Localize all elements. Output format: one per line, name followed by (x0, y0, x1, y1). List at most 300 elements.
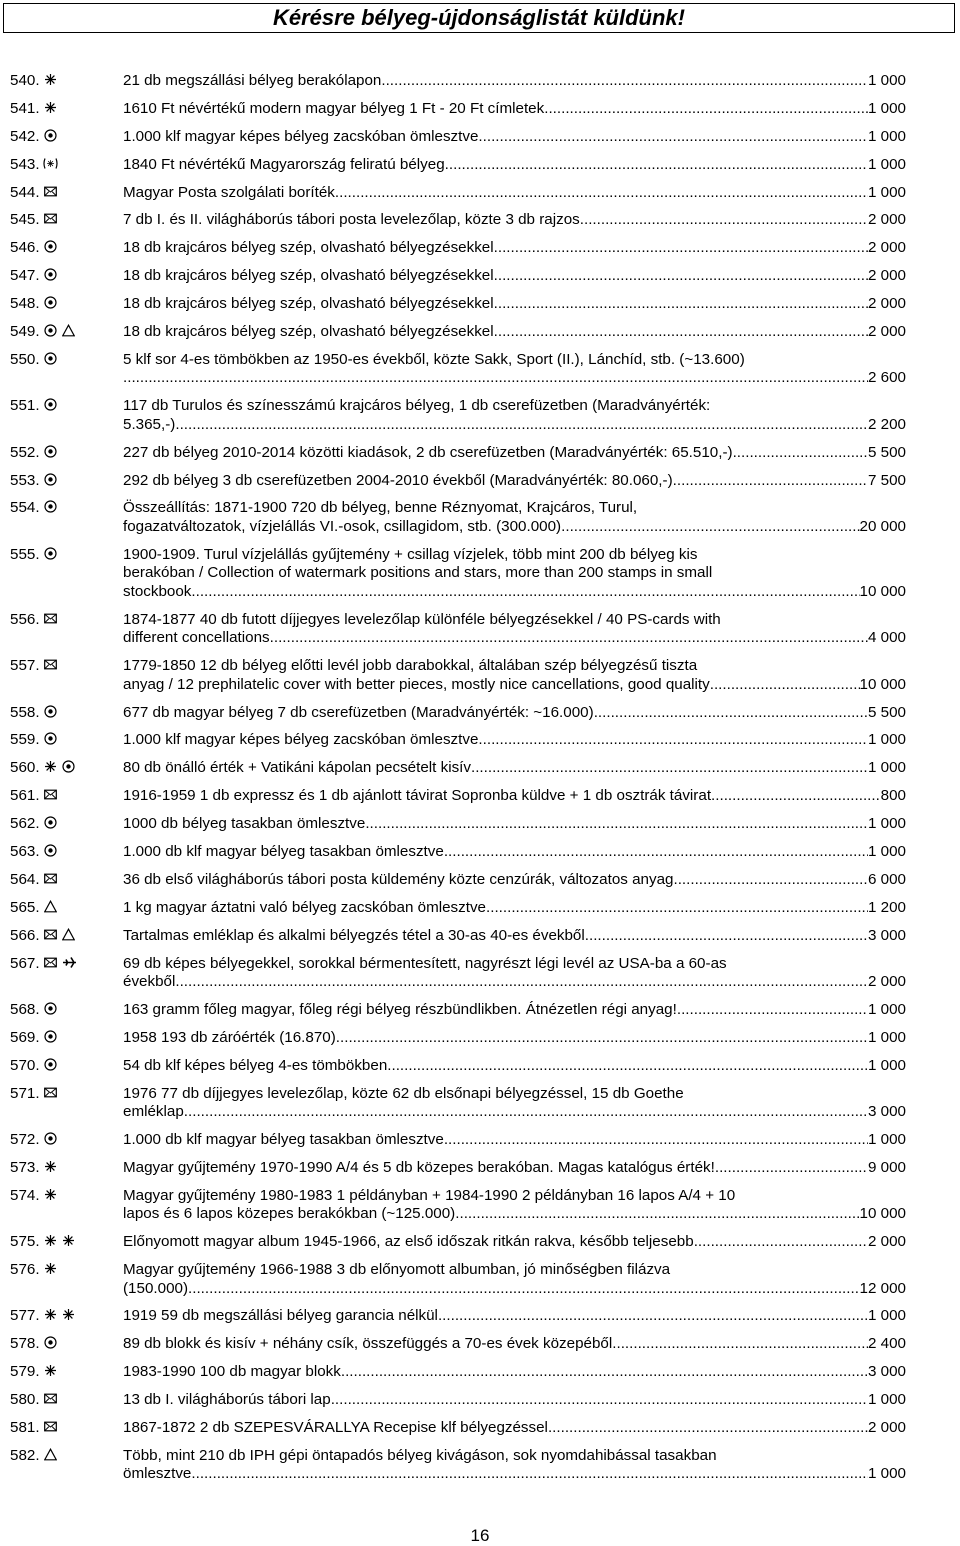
item-content (123, 657, 906, 694)
item-content (123, 239, 906, 258)
item-description: different concellations (123, 629, 270, 647)
item-content (123, 1447, 906, 1484)
item-icons (44, 1363, 123, 1382)
cancelled-stamp-icon (44, 352, 57, 365)
dot-leader (710, 676, 860, 695)
item-icons (44, 1261, 123, 1298)
list-item (10, 351, 906, 388)
item-number: 564. (10, 870, 40, 888)
dot-leader (585, 927, 868, 946)
item-description: Több, mint 210 db IPH gépi öntapadós bélyeg kivágáson, sok nyomdahibással tasakban (123, 1446, 717, 1464)
cancelled-stamp-icon (44, 844, 57, 857)
item-icons (44, 1233, 123, 1252)
item-content (123, 1131, 906, 1150)
list-item (10, 1187, 906, 1224)
airmail-icon (62, 956, 77, 969)
item-price: 2 000 (867, 1419, 906, 1437)
item-number: 546. (10, 239, 40, 257)
dot-leader (673, 472, 868, 491)
item-description: fogazatváltozatok, vízjelállás VI.-osok, csillagidom, stb. (300.000) (123, 517, 562, 535)
unused-stamp-icon (44, 73, 57, 86)
dot-leader (444, 1131, 868, 1150)
list-item (10, 1419, 906, 1438)
list-item (10, 156, 906, 175)
item-content (123, 1001, 906, 1020)
offer-list (10, 72, 906, 1493)
item-icons (44, 211, 123, 230)
cancelled-stamp-icon (44, 1030, 57, 1043)
envelope-icon (44, 658, 57, 671)
list-item (10, 787, 906, 806)
envelope-icon (44, 956, 57, 969)
item-price: 1 000 (867, 72, 906, 89)
item-number: 542. (10, 127, 40, 145)
item-price: 20 000 (859, 517, 906, 535)
dot-leader (445, 156, 868, 175)
item-number: 580. (10, 1391, 40, 1409)
cancelled-stamp-icon (62, 760, 75, 773)
item-icons (44, 1085, 123, 1122)
dot-leader (188, 1280, 860, 1299)
dot-leader (175, 416, 868, 435)
item-content (123, 1159, 906, 1178)
item-description: Magyar gyűjtemény 1966-1988 3 db előnyomott albumban, jó minőségben filázva (123, 1261, 671, 1279)
item-number: 571. (10, 1084, 40, 1102)
item-icons (44, 704, 123, 723)
cancelled-stamp-icon (44, 1058, 57, 1071)
hinged-stamp-icon (44, 157, 57, 170)
item-content (123, 472, 906, 491)
item-icons (44, 499, 123, 536)
item-number: 558. (10, 703, 40, 721)
triangle-icon (62, 324, 75, 337)
item-content (123, 1391, 906, 1410)
item-number: 581. (10, 1419, 40, 1437)
item-icons (44, 128, 123, 147)
item-price: 2 200 (867, 415, 906, 433)
dot-leader (336, 1029, 868, 1048)
dot-leader (494, 323, 868, 342)
dot-leader (191, 583, 859, 602)
item-description: 18 db krajcáros bélyeg szép, olvasható bélyegzésekkel (123, 239, 494, 257)
item-icons (44, 815, 123, 834)
item-content (123, 295, 906, 314)
cancelled-stamp-icon (44, 732, 57, 745)
dot-leader (544, 100, 868, 119)
item-icons (44, 611, 123, 648)
dot-leader (580, 211, 868, 230)
unused-stamp-double-icon (44, 101, 57, 114)
dot-leader (612, 1335, 868, 1354)
item-description: 1779-1850 12 db bélyeg előtti levél jobb darabokkal, általában szép bélyegzésű tiszta (123, 657, 698, 675)
list-item (10, 1131, 906, 1150)
list-item (10, 1363, 906, 1382)
item-content (123, 1261, 906, 1298)
cancelled-stamp-icon (44, 129, 57, 142)
list-item (10, 239, 906, 258)
item-content (123, 72, 906, 91)
dot-leader (694, 1233, 868, 1252)
item-number: 553. (10, 471, 40, 489)
cancelled-stamp-icon (44, 445, 57, 458)
item-price: 10 000 (859, 675, 906, 693)
item-price: 6 000 (867, 870, 906, 888)
item-icons (44, 1335, 123, 1354)
item-price: 1 000 (867, 127, 906, 145)
list-item (10, 1307, 906, 1326)
dot-leader (438, 1307, 868, 1326)
item-icons (44, 731, 123, 750)
cancelled-stamp-icon (44, 816, 57, 829)
item-number: 572. (10, 1131, 40, 1148)
dot-leader (715, 1159, 868, 1178)
item-content (123, 871, 906, 890)
list-item (10, 72, 906, 91)
item-number: 552. (10, 443, 40, 461)
item-icons (44, 1391, 123, 1410)
item-price: 2 000 (867, 973, 906, 991)
item-icons (44, 1029, 123, 1048)
item-number: 566. (10, 926, 40, 944)
list-item (10, 1159, 906, 1178)
item-price: 3 000 (867, 926, 906, 944)
cancelled-stamp-icon (44, 547, 57, 560)
item-number: 554. (10, 499, 40, 517)
item-description: 1.000 db klf magyar bélyeg tasakban ömlesztve (123, 842, 444, 860)
item-content (123, 128, 906, 147)
item-icons (44, 759, 123, 778)
item-description: 1874-1877 40 db futott díjjegyes levelezőlap különféle bélyegzésekkel / 40 PS-cards with (123, 610, 721, 628)
item-icons (44, 1057, 123, 1076)
cancelled-stamp-icon (44, 473, 57, 486)
dot-leader (123, 369, 868, 388)
item-content (123, 704, 906, 723)
item-icons (44, 1187, 123, 1224)
item-content (123, 323, 906, 342)
item-number: 560. (10, 759, 40, 777)
list-item (10, 211, 906, 230)
item-content (123, 100, 906, 119)
item-price: 800 (880, 787, 906, 805)
triangle-icon (44, 1448, 57, 1461)
item-number: 557. (10, 657, 40, 675)
item-content (123, 1085, 906, 1122)
item-price: 3 000 (867, 1363, 906, 1381)
item-content (123, 1233, 906, 1252)
list-item (10, 1233, 906, 1252)
list-item (10, 1001, 906, 1020)
item-description: lapos és 6 lapos közepes berakókban (~125.000) (123, 1205, 456, 1223)
unused-stamp-double-icon (44, 1364, 57, 1377)
unused-stamp-double-icon (44, 1188, 57, 1201)
item-price: 5 500 (867, 443, 906, 461)
cancelled-stamp-icon (44, 500, 57, 513)
item-icons (44, 899, 123, 918)
dot-leader (387, 1057, 868, 1076)
list-item (10, 657, 906, 694)
envelope-icon (44, 1420, 57, 1433)
list-item (10, 704, 906, 723)
item-number: 578. (10, 1335, 40, 1353)
item-description: 1000 db bélyeg tasakban ömlesztve (123, 815, 366, 833)
item-icons (44, 843, 123, 862)
dot-leader (471, 759, 868, 778)
item-icons (44, 1419, 123, 1438)
item-content (123, 955, 906, 992)
item-number: 569. (10, 1028, 40, 1046)
item-price: 1 000 (867, 1465, 906, 1483)
item-price: 1 000 (867, 183, 906, 201)
list-item (10, 759, 906, 778)
item-description: 80 db önálló érték + Vatikáni kápolan pecsételt kisív (123, 759, 471, 777)
item-number: 547. (10, 267, 40, 285)
cancelled-stamp-icon (44, 268, 57, 281)
item-number: 561. (10, 787, 40, 805)
cancelled-stamp-icon (44, 1002, 57, 1015)
unused-stamp-double-icon (44, 1234, 57, 1247)
dot-leader (673, 871, 868, 890)
item-description: 5.365,-) (123, 415, 176, 433)
list-item (10, 731, 906, 750)
item-number: 570. (10, 1056, 40, 1074)
dot-leader (494, 295, 868, 314)
unused-stamp-double-icon (44, 1308, 57, 1321)
item-price: 1 000 (867, 1131, 906, 1148)
item-content (123, 759, 906, 778)
item-icons (44, 871, 123, 890)
dot-leader (677, 1001, 868, 1020)
item-icons (44, 1307, 123, 1326)
list-item (10, 927, 906, 946)
item-description: 1983-1990 100 db magyar blokk (123, 1363, 341, 1381)
cancelled-stamp-icon (44, 1336, 57, 1349)
item-number: 549. (10, 323, 40, 341)
item-content (123, 927, 906, 946)
item-description: 1867-1872 2 db SZEPESVÁRALLYA Recepise klf bélyegzéssel (123, 1419, 548, 1437)
item-price: 1 200 (867, 898, 906, 916)
item-price: 2 000 (867, 267, 906, 285)
item-icons (44, 546, 123, 602)
dot-leader (444, 843, 868, 862)
item-number: 548. (10, 295, 40, 313)
item-number: 574. (10, 1186, 40, 1204)
item-price: 10 000 (859, 1205, 906, 1223)
item-description: 677 db magyar bélyeg 7 db cserefüzetben (Maradványérték: ~16.000) (123, 703, 594, 721)
list-item (10, 1261, 906, 1298)
item-price: 4 000 (867, 629, 906, 647)
item-price: 10 000 (859, 582, 906, 600)
item-number: 544. (10, 183, 40, 201)
item-number: 568. (10, 1000, 40, 1018)
list-item (10, 499, 906, 536)
item-number: 579. (10, 1363, 40, 1381)
item-price: 1 000 (867, 731, 906, 749)
envelope-icon (44, 788, 57, 801)
item-description: 89 db blokk és kisív + néhány csík, összefüggés a 70-es évek közepéből (123, 1335, 613, 1353)
item-number: 575. (10, 1233, 40, 1251)
cancelled-stamp-icon (44, 296, 57, 309)
item-description: évekből (123, 973, 176, 991)
item-description: 18 db krajcáros bélyeg szép, olvasható bélyegzésekkel (123, 323, 494, 341)
dot-leader (184, 1103, 868, 1122)
item-price: 12 000 (859, 1279, 906, 1297)
item-number: 565. (10, 898, 40, 916)
item-number: 540. (10, 72, 40, 89)
item-price: 7 500 (867, 471, 906, 489)
unused-stamp-double-icon (44, 1160, 57, 1173)
item-description: 1.000 db klf magyar bélyeg tasakban ömlesztve (123, 1131, 444, 1148)
item-price: 1 000 (867, 1000, 906, 1018)
envelope-icon (44, 212, 57, 225)
item-number: 551. (10, 397, 40, 415)
item-description: anyag / 12 prephilatelic cover with better pieces, mostly nice cancellations, good quality (123, 675, 710, 693)
item-content (123, 787, 906, 806)
item-description: Magyar gyűjtemény 1970-1990 A/4 és 5 db közepes berakóban. Magas katalógus érték! (123, 1158, 715, 1176)
dot-leader (711, 787, 881, 806)
item-icons (44, 787, 123, 806)
item-number: 541. (10, 99, 40, 117)
item-number: 543. (10, 155, 40, 173)
list-item (10, 611, 906, 648)
item-content (123, 1029, 906, 1048)
list-item (10, 1447, 906, 1484)
item-description: 5 klf sor 4-es tömbökben az 1950-es évekből, közte Sakk, Sport (II.), Lánchíd, stb. (~13.600) (123, 350, 745, 368)
item-price: 1 000 (867, 1307, 906, 1325)
item-content (123, 1363, 906, 1382)
dot-leader (341, 1363, 868, 1382)
item-description: Előnyomott magyar album 1945-1966, az első időszak ritkán rakva, később teljesebb (123, 1233, 694, 1251)
list-item (10, 444, 906, 463)
item-content (123, 1057, 906, 1076)
item-price: 2 000 (867, 239, 906, 257)
item-price: 2 000 (867, 1233, 906, 1251)
item-description: stockbook (123, 582, 192, 600)
envelope-icon (44, 872, 57, 885)
list-item (10, 100, 906, 119)
list-item (10, 546, 906, 602)
dot-leader (270, 629, 868, 648)
item-icons (44, 397, 123, 434)
item-description: 117 db Turulos és színesszámú krajcáros bélyeg, 1 db cserefüzetben (Maradványérték: (123, 397, 711, 415)
item-price: 1 000 (867, 815, 906, 833)
dot-leader (175, 973, 868, 992)
item-number: 577. (10, 1307, 40, 1325)
item-price: 1 000 (867, 1056, 906, 1074)
item-icons (44, 267, 123, 286)
item-content (123, 1419, 906, 1438)
item-icons (44, 472, 123, 491)
item-description: ömlesztve (123, 1465, 192, 1483)
item-description: Összeállítás: 1871-1900 720 db bélyeg, benne Réznyomat, Krajcáros, Turul, (123, 499, 638, 517)
item-description: 1840 Ft névértékű Magyarország feliratú bélyeg (123, 155, 445, 173)
item-description: 1976 77 db díjjegyes levelezőlap, közte 62 db elsőnapi bélyegzéssel, 15 db Goethe (123, 1084, 684, 1102)
cancelled-stamp-icon (44, 398, 57, 411)
envelope-icon (44, 1086, 57, 1099)
item-description: 54 db klf képes bélyeg 4-es tömbökben (123, 1056, 388, 1074)
item-content (123, 1307, 906, 1326)
item-content (123, 211, 906, 230)
item-description: 227 db bélyeg 2010-2014 közötti kiadások, 2 db cserefüzetben (Maradványérték: 65.510,-) (123, 443, 733, 461)
list-item (10, 843, 906, 862)
item-number: 559. (10, 731, 40, 749)
item-icons (44, 295, 123, 314)
item-content (123, 499, 906, 536)
item-description: berakóban / Collection of watermark positions and stars, more than 200 stamps in small (123, 564, 713, 582)
item-number: 582. (10, 1446, 40, 1464)
item-icons (44, 1159, 123, 1178)
item-content (123, 546, 906, 602)
item-price: 2 000 (867, 211, 906, 229)
cancelled-stamp-icon (44, 1132, 57, 1145)
list-item (10, 815, 906, 834)
item-icons (44, 1447, 123, 1484)
unused-stamp-double-icon (44, 760, 57, 773)
item-content (123, 156, 906, 175)
item-description: Tartalmas emléklap és alkalmi bélyegzés tétel a 30-as 40-es évekből (123, 926, 585, 944)
item-content (123, 611, 906, 648)
list-item (10, 871, 906, 890)
item-price: 2 600 (867, 369, 906, 387)
item-description: 1 kg magyar áztatni való bélyeg zacskóban ömlesztve (123, 898, 487, 916)
item-icons (44, 444, 123, 463)
list-item (10, 1085, 906, 1122)
dot-leader (381, 72, 868, 91)
dot-leader (733, 444, 868, 463)
item-content (123, 397, 906, 434)
item-content (123, 444, 906, 463)
item-icons (44, 351, 123, 388)
item-content (123, 1335, 906, 1354)
item-description: 7 db I. és II. világháborús tábori posta levelezőlap, közte 3 db rajzos (123, 211, 580, 229)
list-item (10, 128, 906, 147)
item-content (123, 899, 906, 918)
item-price: 3 000 (867, 1103, 906, 1121)
dot-leader (486, 899, 868, 918)
item-icons (44, 657, 123, 694)
item-description: 69 db képes bélyegekkel, sorokkal bérmentesített, nagyrészt légi levél az USA-ba a 60-as (123, 954, 727, 972)
dot-leader (191, 1465, 868, 1484)
item-number: 567. (10, 954, 40, 972)
item-description: 18 db krajcáros bélyeg szép, olvasható bélyegzésekkel (123, 267, 494, 285)
item-price: 2 000 (867, 323, 906, 341)
list-item (10, 397, 906, 434)
item-number: 555. (10, 545, 40, 563)
dot-leader (478, 731, 868, 750)
item-icons (44, 955, 123, 992)
dot-leader (494, 267, 868, 286)
item-price: 1 000 (867, 759, 906, 777)
item-number: 576. (10, 1261, 40, 1279)
item-price: 1 000 (867, 155, 906, 173)
item-description: 21 db megszállási bélyeg berakólapon (123, 72, 382, 89)
list-item (10, 899, 906, 918)
list-item (10, 472, 906, 491)
list-item (10, 323, 906, 342)
item-description: 1919 59 db megszállási bélyeg garancia nélkül (123, 1307, 438, 1325)
item-content (123, 184, 906, 203)
item-description: 36 db első világháborús tábori posta küldemény közte cenzúrák, változatos anyag (123, 870, 674, 888)
item-description: Magyar gyűjtemény 1980-1983 1 példányban + 1984-1990 2 példányban 16 lapos A/4 + 10 (123, 1186, 736, 1204)
item-description: 1958 193 db záróérték (16.870) (123, 1028, 336, 1046)
list-item (10, 184, 906, 203)
dot-leader (548, 1419, 868, 1438)
unused-stamp-icon (62, 1308, 75, 1321)
envelope-icon (44, 612, 57, 625)
item-icons (44, 100, 123, 119)
item-content (123, 351, 906, 388)
item-number: 562. (10, 815, 40, 833)
list-item (10, 1391, 906, 1410)
